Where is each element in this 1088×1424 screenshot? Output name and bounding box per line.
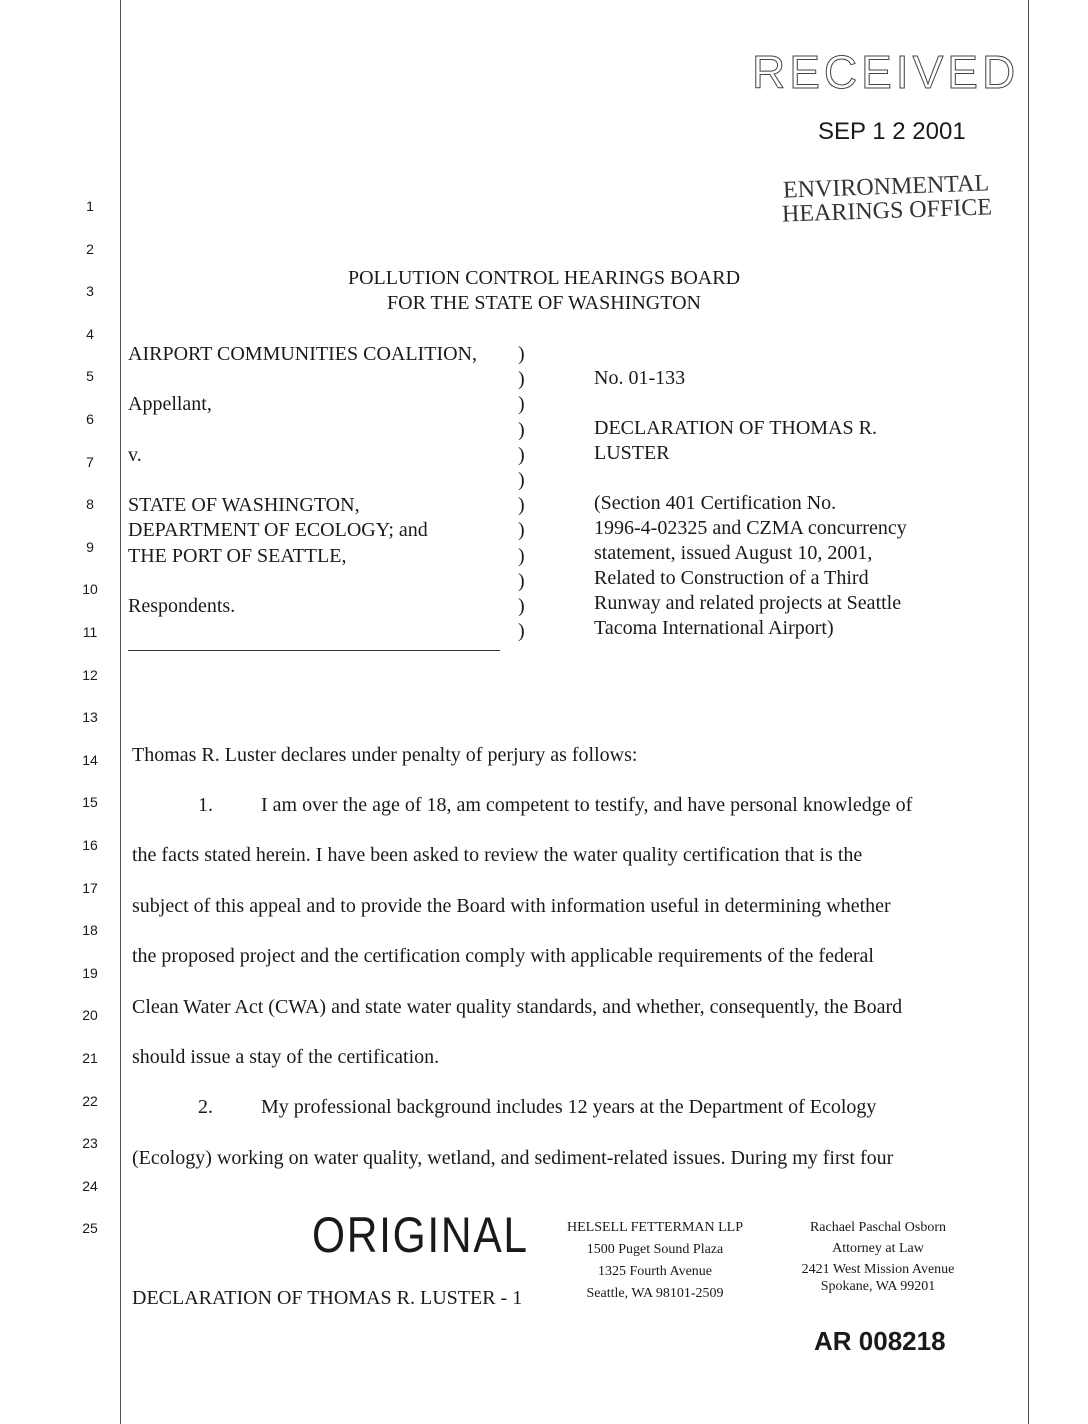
line-number: 22 bbox=[82, 1092, 98, 1109]
line-number: 12 bbox=[82, 666, 98, 683]
line-number: 5 bbox=[86, 368, 94, 385]
line-number: 9 bbox=[86, 538, 94, 555]
line-number: 23 bbox=[82, 1135, 98, 1152]
line-number: 16 bbox=[82, 837, 98, 853]
line-number: 13 bbox=[82, 709, 98, 726]
firm-address bbox=[555, 1217, 755, 1305]
caption-paren: ) bbox=[518, 368, 525, 391]
line-number: 21 bbox=[82, 1050, 98, 1066]
caption-paren: ) bbox=[518, 544, 525, 567]
line-number: 2 bbox=[86, 240, 94, 257]
caption-paren: ) bbox=[518, 519, 525, 542]
line-number: 10 bbox=[82, 581, 98, 598]
section-line: Related to Construction of a Third bbox=[594, 567, 869, 589]
line-number: 6 bbox=[86, 411, 94, 427]
body-line: the facts stated herein. I have been asked to review the water quality certification that is the bbox=[132, 844, 863, 867]
caption-paren: ) bbox=[518, 443, 525, 466]
caption-underline bbox=[128, 650, 500, 651]
line-number: 14 bbox=[82, 751, 98, 768]
firm-line: Seattle, WA 98101-2509 bbox=[586, 1286, 724, 1301]
caption-party-line: Respondents. bbox=[128, 595, 236, 617]
line-number: 20 bbox=[82, 1007, 98, 1024]
footer-doc-title: DECLARATION OF THOMAS R. LUSTER - 1 bbox=[132, 1287, 523, 1309]
line-number: 17 bbox=[82, 879, 98, 896]
body-line: My professional background includes 12 years at the Department of Ecology bbox=[261, 1096, 877, 1119]
case-number: No. 01-133 bbox=[594, 367, 686, 389]
caption-paren: ) bbox=[518, 393, 525, 416]
section-line: statement, issued August 10, 2001, bbox=[594, 542, 873, 564]
right-margin-rule bbox=[1028, 0, 1029, 1424]
line-number: 11 bbox=[82, 624, 98, 640]
attorney-line: 2421 West Mission Avenue bbox=[801, 1262, 955, 1277]
line-number: 8 bbox=[86, 496, 94, 513]
line-number: 24 bbox=[82, 1177, 98, 1194]
original-stamp: ORIGINAL bbox=[312, 1207, 529, 1263]
section-line: (Section 401 Certification No. bbox=[594, 492, 837, 514]
body-line: should issue a stay of the certification. bbox=[132, 1046, 440, 1068]
line-number: 3 bbox=[86, 283, 94, 300]
board-heading-2: FOR THE STATE OF WASHINGTON bbox=[387, 292, 701, 314]
body-line: subject of this appeal and to provide the Board with information useful in determining whether bbox=[132, 894, 891, 917]
line-number: 19 bbox=[82, 964, 98, 981]
left-margin-rule bbox=[120, 0, 121, 1424]
caption-paren: ) bbox=[518, 494, 525, 517]
caption-party-line: DEPARTMENT OF ECOLOGY; and bbox=[128, 519, 428, 542]
caption-paren: ) bbox=[518, 418, 525, 441]
document-title-1: DECLARATION OF THOMAS R. bbox=[594, 417, 877, 439]
caption-paren: ) bbox=[518, 620, 525, 643]
body-line: the proposed project and the certification comply with applicable requirements of the federal bbox=[132, 945, 874, 968]
caption-paren: ) bbox=[518, 595, 525, 617]
section-line: 1996-4-02325 and CZMA concurrency bbox=[594, 517, 907, 539]
paragraph-number: 2. bbox=[198, 1096, 213, 1119]
line-number: 15 bbox=[82, 794, 98, 811]
line-number: 25 bbox=[82, 1220, 98, 1237]
line-number: 18 bbox=[82, 922, 98, 939]
body-line: (Ecology) working on water quality, wetland, and sediment-related issues. During my first four bbox=[132, 1146, 894, 1169]
attorney-address bbox=[778, 1217, 978, 1297]
line-number: 1 bbox=[86, 198, 94, 214]
attorney-line: Spokane, WA 99201 bbox=[820, 1279, 936, 1294]
board-heading-1: POLLUTION CONTROL HEARINGS BOARD bbox=[347, 267, 741, 289]
body-line: Clean Water Act (CWA) and state water quality standards, and whether, consequently, the Board bbox=[132, 995, 903, 1018]
body-line: I am over the age of 18, am competent to testify, and have personal knowledge of bbox=[261, 794, 913, 816]
caption-party-line: AIRPORT COMMUNITIES COALITION, bbox=[128, 343, 477, 365]
line-number: 7 bbox=[86, 453, 94, 470]
caption-party-line: v. bbox=[128, 443, 142, 466]
caption-paren: ) bbox=[518, 343, 525, 365]
firm-line: 1500 Puget Sound Plaza bbox=[586, 1242, 724, 1257]
caption-paren: ) bbox=[518, 569, 525, 592]
caption-paren: ) bbox=[518, 469, 525, 491]
line-number: 4 bbox=[86, 325, 94, 342]
received-text: RECEIVED bbox=[752, 46, 1020, 98]
attorney-line: Attorney at Law bbox=[832, 1241, 924, 1256]
section-line: Runway and related projects at Seattle bbox=[594, 592, 902, 614]
paragraph-number: 1. bbox=[198, 794, 213, 816]
caption-party-line: Appellant, bbox=[128, 393, 212, 416]
received-date: SEP 1 2 2001 bbox=[818, 118, 966, 145]
declaration-intro: Thomas R. Luster declares under penalty of perjury as follows: bbox=[132, 744, 638, 766]
office-line-1: ENVIRONMENTAL bbox=[782, 170, 990, 204]
attorney-name: Rachael Paschal Osborn bbox=[809, 1220, 947, 1235]
bates-number: AR 008218 bbox=[814, 1326, 946, 1356]
section-line: Tacoma International Airport) bbox=[594, 617, 834, 639]
caption-party-line: THE PORT OF SEATTLE, bbox=[128, 544, 347, 567]
document-title-2: LUSTER bbox=[594, 442, 670, 464]
firm-line: 1325 Fourth Avenue bbox=[597, 1264, 713, 1279]
firm-name: HELSELL FETTERMAN LLP bbox=[566, 1220, 744, 1235]
office-line-2: HEARINGS OFFICE bbox=[781, 194, 993, 228]
caption-party-line: STATE OF WASHINGTON, bbox=[128, 494, 360, 517]
